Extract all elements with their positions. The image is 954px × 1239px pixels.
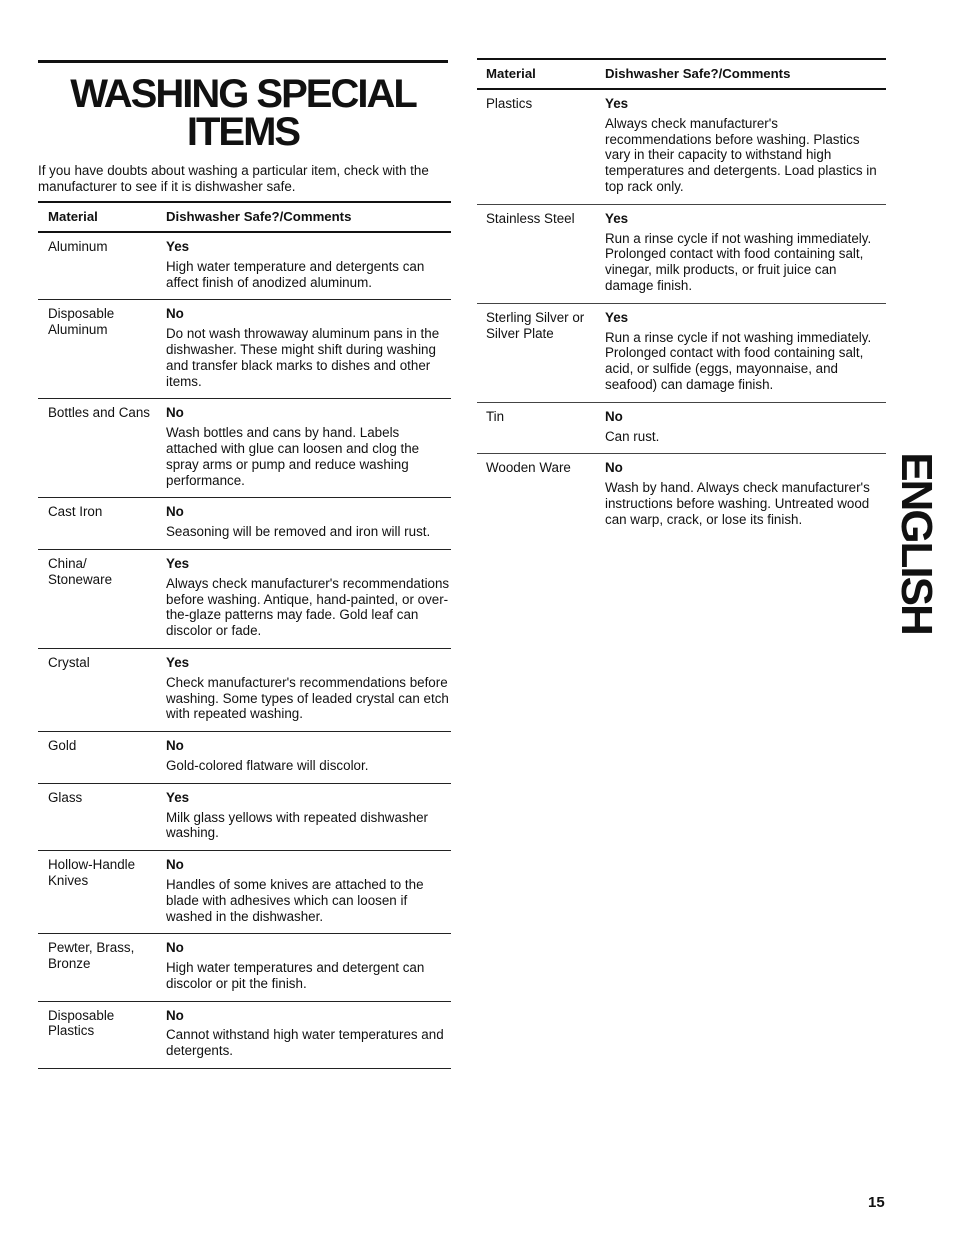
table-row bbox=[477, 454, 886, 536]
dishwasher-safe-verdict: Yes bbox=[166, 654, 190, 670]
language-label: ENGLISH bbox=[892, 451, 942, 634]
page-number: 15 bbox=[868, 1194, 885, 1211]
material-cell: Aluminum bbox=[48, 239, 108, 254]
comment-cell bbox=[166, 239, 451, 290]
dishwasher-safe-verdict: Yes bbox=[166, 555, 190, 571]
comment-cell bbox=[605, 211, 886, 294]
table-row bbox=[38, 399, 451, 498]
comment-cell bbox=[166, 556, 451, 639]
comment-text: High water temperature and detergents can affect finish of anodized aluminum. bbox=[166, 258, 425, 290]
dishwasher-safe-verdict: Yes bbox=[605, 309, 629, 325]
comment-cell bbox=[166, 504, 451, 540]
dishwasher-safe-verdict: No bbox=[166, 306, 184, 322]
dishwasher-safe-verdict: No bbox=[166, 940, 184, 956]
table-row bbox=[38, 649, 451, 732]
comment-cell bbox=[166, 655, 451, 722]
language-side-tab bbox=[892, 451, 942, 634]
comment-cell bbox=[605, 96, 886, 195]
table-row bbox=[477, 90, 886, 205]
material-column-header: Material bbox=[486, 66, 536, 81]
table-row bbox=[38, 851, 451, 934]
comment-text: Run a rinse cycle if not washing immediately. Prolonged contact with food containing salt, vinegar, milk products, or fruit juice can damage finish. bbox=[605, 230, 872, 293]
materials-table-left bbox=[38, 201, 451, 1069]
dishwasher-safe-verdict: Yes bbox=[166, 239, 190, 254]
comment-text: Always check manufacturer's recommendations before washing. Antique, hand-painted, or over-the-glaze patterns may fade. Gold leaf can discolor or fade. bbox=[166, 575, 450, 639]
material-column-header: Material bbox=[48, 209, 98, 224]
comment-cell bbox=[605, 460, 886, 527]
page-title-line-2: ITEMS bbox=[186, 110, 300, 154]
comment-text: Gold-colored flatware will discolor. bbox=[166, 757, 369, 773]
dishwasher-safe-verdict: Yes bbox=[166, 789, 190, 805]
table-row bbox=[38, 784, 451, 851]
material-cell: Crystal bbox=[48, 654, 90, 670]
material-cell: Glass bbox=[48, 789, 83, 805]
comment-cell bbox=[166, 405, 451, 488]
comment-text: Check manufacturer's recommendations before washing. Some types of leaded crystal can etch with repeated washing. bbox=[166, 674, 449, 722]
comment-cell bbox=[166, 940, 451, 991]
material-cell: Sterling Silver or Silver Plate bbox=[486, 309, 585, 341]
table-row bbox=[38, 1002, 451, 1069]
material-cell: Disposable Plastics bbox=[48, 1007, 115, 1039]
comment-cell bbox=[166, 857, 451, 924]
comment-cell bbox=[166, 1008, 451, 1059]
dishwasher-safe-verdict: Yes bbox=[605, 210, 629, 226]
dishwasher-safe-verdict: No bbox=[166, 857, 184, 873]
comment-text: Always check manufacturer's recommendations before washing. Plastics vary in their capacity to withstand high temperatures and detergents. Load plastics in top rack only. bbox=[605, 115, 877, 194]
comments-column-header: Dishwasher Safe?/Comments bbox=[605, 66, 791, 81]
comment-cell bbox=[166, 738, 451, 774]
dishwasher-safe-verdict: No bbox=[166, 405, 184, 421]
comment-text: Can rust. bbox=[605, 428, 660, 444]
comment-text: Handles of some knives are attached to the blade with adhesives which can loosen if washed in the dishwasher. bbox=[166, 876, 424, 924]
comment-text: Cannot withstand high water temperatures and detergents. bbox=[166, 1027, 444, 1059]
material-cell: Hollow-Handle Knives bbox=[48, 857, 136, 888]
material-cell: Plastics bbox=[486, 96, 533, 111]
dishwasher-safe-verdict: No bbox=[166, 504, 184, 520]
comment-text: Wash by hand. Always check manufacturer's instructions before washing. Untreated wood can warp, crack, or lose its finish. bbox=[605, 480, 870, 527]
table-row bbox=[38, 233, 451, 300]
table-row bbox=[38, 498, 451, 550]
material-cell: Pewter, Brass, Bronze bbox=[48, 940, 135, 972]
comment-cell bbox=[166, 306, 451, 389]
table-row bbox=[38, 550, 451, 649]
dishwasher-safe-verdict: No bbox=[605, 460, 623, 476]
comment-text: Do not wash throwaway aluminum pans in the dishwasher. These might shift during washing and transfer black marks to dishes and other items. bbox=[166, 326, 440, 389]
table-row bbox=[38, 732, 451, 784]
dishwasher-safe-verdict: No bbox=[166, 738, 184, 754]
page-title bbox=[38, 60, 448, 154]
material-cell: Stainless Steel bbox=[486, 210, 575, 226]
material-cell: China/ Stoneware bbox=[48, 555, 113, 587]
table-row bbox=[477, 403, 886, 455]
table-row bbox=[477, 304, 886, 403]
table-header bbox=[38, 201, 451, 233]
dishwasher-safe-verdict: No bbox=[605, 408, 623, 424]
table-header bbox=[477, 58, 886, 90]
comment-text: Milk glass yellows with repeated dishwasher washing. bbox=[166, 809, 428, 841]
comment-cell bbox=[166, 790, 451, 841]
dishwasher-safe-verdict: Yes bbox=[605, 96, 629, 111]
comment-cell bbox=[605, 310, 886, 393]
comment-text: Seasoning will be removed and iron will rust. bbox=[166, 524, 431, 540]
material-cell: Gold bbox=[48, 738, 77, 754]
material-cell: Tin bbox=[486, 408, 505, 424]
material-cell: Wooden Ware bbox=[486, 460, 571, 476]
table-row bbox=[38, 934, 451, 1001]
comment-cell bbox=[605, 409, 886, 445]
page-title-line-1: WASHING SPECIAL bbox=[70, 72, 416, 116]
material-cell: Cast Iron bbox=[48, 504, 103, 520]
material-cell: Disposable Aluminum bbox=[48, 306, 115, 338]
table-row bbox=[477, 205, 886, 304]
dishwasher-safe-verdict: No bbox=[166, 1007, 184, 1023]
comment-text: Run a rinse cycle if not washing immediately. Prolonged contact with food containing salt, acid, or sulfide (eggs, mayonnaise, and seafood) can damage finish. bbox=[605, 329, 872, 392]
comment-text: Wash bottles and cans by hand. Labels attached with glue can loosen and clog the spray arms or pump and reduce washing performance. bbox=[166, 425, 420, 488]
material-cell: Bottles and Cans bbox=[48, 405, 150, 421]
table-row bbox=[38, 300, 451, 399]
intro-paragraph: If you have doubts about washing a particular item, check with the manufacturer to see if it is dishwasher safe. bbox=[38, 163, 429, 194]
materials-table-right bbox=[477, 58, 886, 537]
comment-text: High water temperatures and detergent can discolor or pit the finish. bbox=[166, 960, 425, 991]
comments-column-header: Dishwasher Safe?/Comments bbox=[166, 209, 352, 224]
